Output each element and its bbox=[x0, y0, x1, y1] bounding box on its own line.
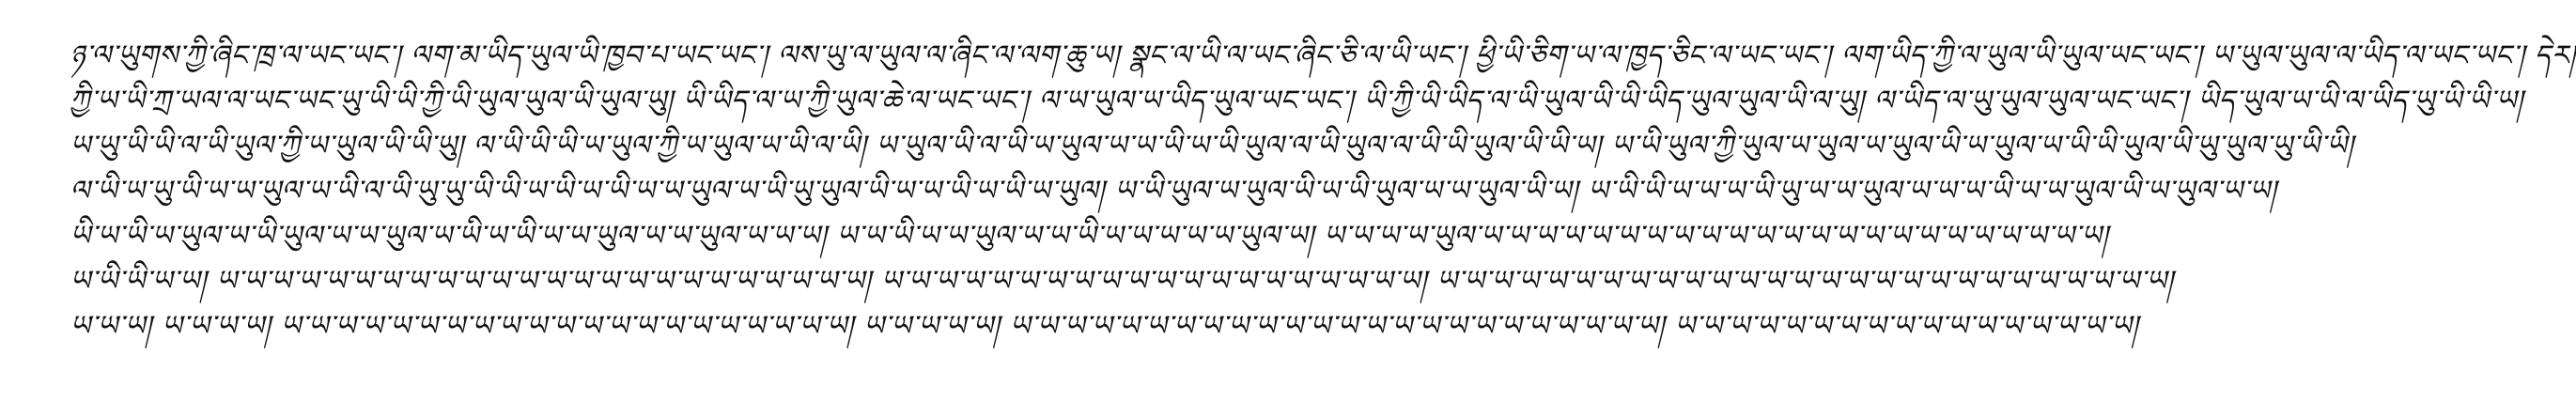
text-line-6: ཡ་ཡི་ཡི་ཡ་ཡ། ཡ་ཡ་ཡ་ཡ་ཡ་ཡ་ཡ་ཡ་ཡ་ཡ་ཡ་ཡ་ཡ་ཡ་ཡ་ཡ་ཡ་ཡ་ཡ་ཡ་ཡ་ཡ་ཡ་ཡ། ཡ་ཡ་ཡ་ཡ་ཡ་ཡ་ཡ་ཡ་ཡ་ཡ་ཡ་ཡ་ཡ་ཡ་ཡ་ཡ་ཡ་ཡ་ཡ་ཡ། ཡ་ཡ་ཡ་ཡ་ཡ་ཡ་ཡ་ཡ་ཡ་ཡ་ཡ་ཡ་ཡ་ཡ་ཡ་ཡ་ཡ་ཡ་ཡ་ཡ་ཡ་ཡ་ཡ་ཡ་ཡ་ཡ་ཡ། bbox=[70, 265, 2174, 298]
text-line-5: ཡི་ཡ་ཡི་ཡ་ཡུལ་ཡ་ཡི་ཡུལ་ཡ་ཡ་ཡུལ་ཡ་ཡི་ཡ་ཡི་ཡ་ཡ་ཡུལ་ཡ་ཡ་ཡུལ་ཡ་ཡ་ཡ། ཡ་ཡ་ཡི་ཡ་ཡ་ཡུལ་ཡ་ཡ་ཡི་ཡ་ཡ་ཡ་ཡ་ཡ་ཡུལ་ཡ། ཡ་ཡ་ཡ་ཡ་ཡུལ་ཡ་ཡ་ཡ་ཡ་ཡ་ཡ་ཡ་ཡ་ཡ་ཡ་ཡ་ཡ་ཡ་ཡ་ཡ་ཡ་ཡ་ཡ་ཡ་ཡ་ཡ་ཡ་ཡ། bbox=[70, 220, 2108, 253]
manuscript-text-block bbox=[70, 34, 2576, 349]
text-line-2: ཀྱི་ཡ་ཡི་ཀྲ་ཡལ་ལ་ཡང་ཡང་ཡུ་ཡི་ཡི་ཀྱི་ཡི་ཡུལ་ཡུལ་ཡི་ཡུལ་ཡུ། ཡི་ཡིད་ལ་ཡ་ཀྱི་ཡུལ་ཆེ་ལ་ཡང་ཡང་། ལ་ཡ་ཡུལ་ཡ་ཡིད་ཡུལ་ཡང་ཡང་། ཡི་ཀྱི་ཡི་ཡིད་ལ་ཡི་ཡུལ་ཡི་ཡི་ཡིད་ཡུལ་ཡུལ་ཡི་ལ་ཡུ། ལ་ཡིད་ལ་ཡུ་ཡུལ་ཡུལ་ཡང་ཡང་། ཡིད་ཡུལ་ཡ་ཡི་ལ་ཡིད་ཡུ་ཡི་ཡི་ཡ། bbox=[70, 85, 2523, 117]
text-line-7: ཡ་ཡ་ཡ། ཡ་ཡ་ཡ་ཡ། ཡ་ཡ་ཡ་ཡ་ཡ་ཡ་ཡ་ཡ་ཡ་ཡ་ཡ་ཡ་ཡ་ཡ་ཡ་ཡ་ཡ་ཡ་ཡ་ཡ་ཡ། ཡ་ཡ་ཡ་ཡ་ཡ། ཡ་ཡ་ཡ་ཡ་ཡ་ཡ་ཡ་ཡ་ཡ་ཡ་ཡ་ཡ་ཡ་ཡ་ཡ་ཡ་ཡ་ཡ་ཡ་ཡ་ཡ་ཡ་ཡ་ཡ། ཡ་ཡ་ཡ་ཡ་ཡ་ཡ་ཡ་ཡ་ཡ་ཡ་ཡ་ཡ་ཡ་ཡ་ཡ་ཡ་ཡ། bbox=[70, 310, 2139, 343]
text-line-4: ལ་ཡི་ཡ་ཡུ་ཡི་ཡ་ཡ་ཡུལ་ཡ་ཡི་ལ་ཡི་ཡུ་ཡུ་ཡི་ཡི་ཡ་ཡི་ཡ་ཡི་ཡ་ཡ་ཡུལ་ཡ་ཡི་ཡུ་ཡུལ་ཡི་ཡ་ཡ་ཡི་ཡ་ཡི་ཡ་ཡུལ། ཡ་ཡི་ཡུལ་ཡ་ཡུལ་ཡི་ཡ་ཡི་ཡུལ་ཡ་ཡ་ཡུལ་ཡི་ཡ། ཡ་ཡི་ཡི་ཡ་ཡ་ཡ་ཡི་ཡུ་ཡ་ཡ་ཡུལ་ཡ་ཡ་ཡ་ཡི་ཡ་ཡ་ཡུལ་ཡི་ཡ་ཡུལ་ཡ་ཡ། bbox=[70, 175, 2277, 208]
text-line-3: ཡ་ཡུ་ཡི་ཡི་ལ་ཡི་ཡུལ་ཀྱི་ཡ་ཡུལ་ཡི་ཡི་ཡུ། ལ་ཡི་ཡི་ཡི་ཡ་ཡུལ་ཀྱི་ཡ་ཡུལ་ཡ་ཡི་ལ་ཡི། ཡ་ཡུལ་ཡི་ལ་ཡི་ཡ་ཡུལ་ཡ་ཡ་ཡི་ཡ་ཡི་ཡུལ་ལ་ཡི་ཡུལ་ལ་ཡི་ཡི་ཡུལ་ཡི་ཡི་ཡ། ཡ་ཡི་ཡུལ་ཀྱི་ཡུལ་ཡ་ཡུལ་ཡ་ཡུལ་ཡི་ཡ་ཡུལ་ཡ་ཡི་ཡི་ཡུལ་ཡི་ཡུ་ཡུལ་ཡུ་ཡི་ཡི། bbox=[70, 130, 2354, 162]
text-line-1: ཉ་ལ་ཡུགས་ཀྱི་ཞིང་ཁྲ་ལ་ཡང་ཡང་། ལག་མ་ཡིད་ཡུལ་ཡི་ཁྱབ་པ་ཡང་ཡང་། ལས་ཡུ་ལ་ཡུལ་ལ་ཞིང་ལ་ལག་ཆུ་ཡ། སྣང་ལ་ཡི་ལ་ཡང་ཞིང་ཅི་ལ་ཡི་ཡང་། ཕྱི་ཡི་ཅིག་ཡ་ལ་ཁྱད་ཅིང་ལ་ཡང་ཡང་། ལག་ཡིད་ཀྱི་ལ་ཡུལ་ཡི་ཡུལ་ཡང་ཡང་། ཡ་ཡུལ་ཡུལ་ལ་ཡིད་ལ་ཡང་ཡང་། དེར། bbox=[70, 39, 2576, 72]
